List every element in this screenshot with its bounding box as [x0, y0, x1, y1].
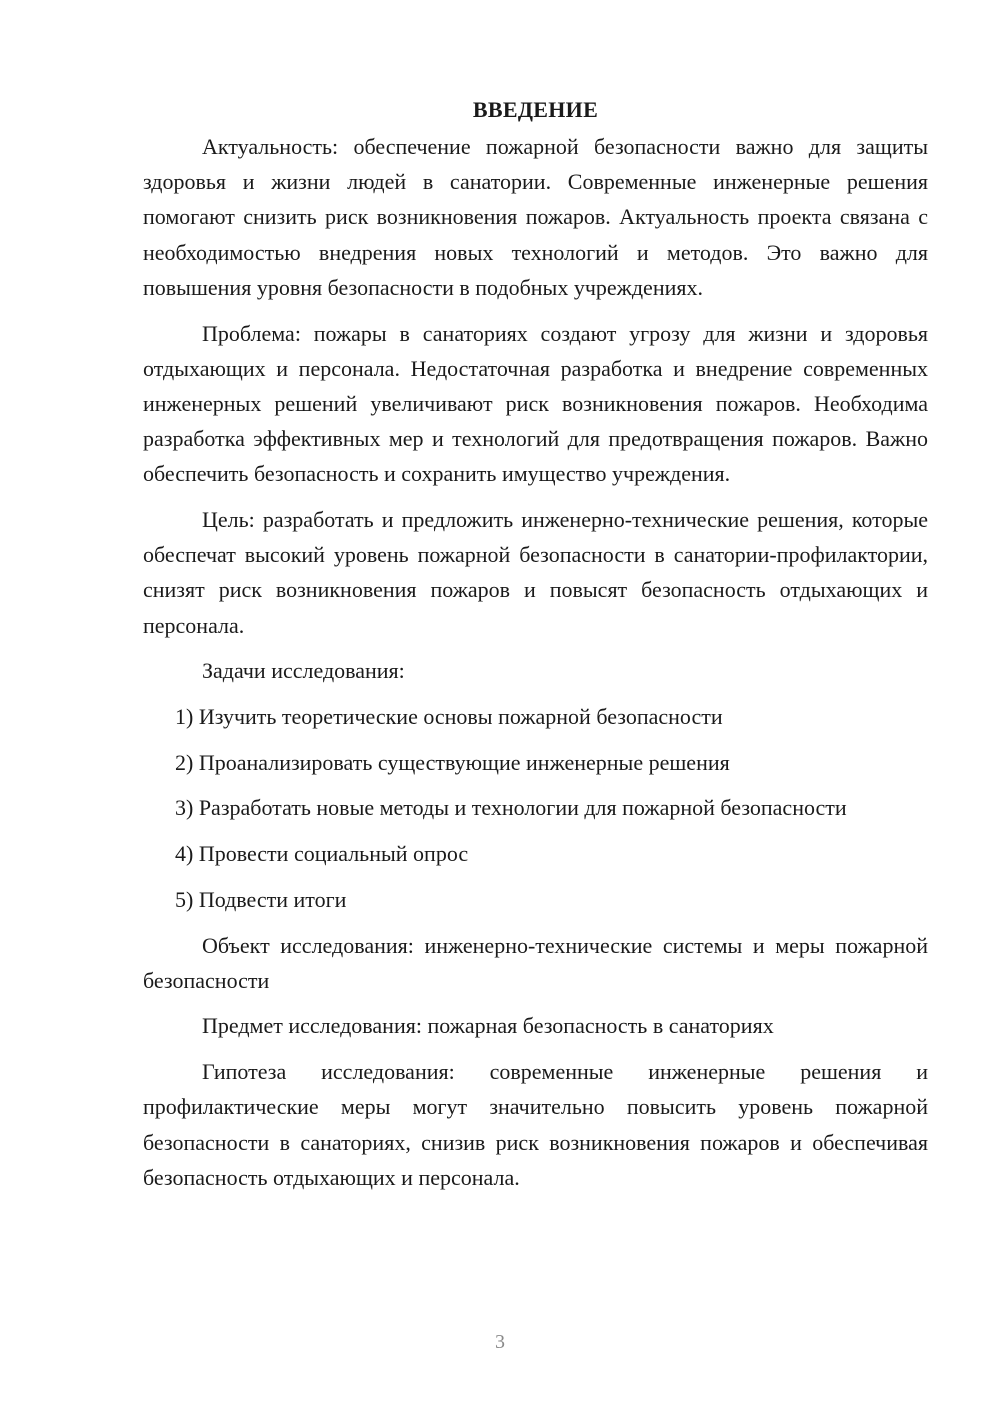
section-title: ВВЕДЕНИЕ	[472, 97, 599, 122]
task-item: 2) Проанализировать существующие инженерные решения	[175, 749, 730, 775]
paragraph-relevance: Актуальность: обеспечение пожарной безопасности важно для защиты здоровья и жизни людей в санатории. Современные инженерные решения помогают снизить риск возникновения пожаров. Актуальность проекта связана с необходимостью внедрения новых технологий и методов. Это важно для повышения уровня безопасности в подобных учреждениях.	[143, 134, 928, 300]
paragraph-object: Объект исследования: инженерно-технические системы и меры пожарной безопасности	[143, 932, 928, 993]
task-item: 4) Провести социальный опрос	[175, 841, 469, 867]
paragraph-tasks-heading: Задачи исследования:	[202, 658, 405, 684]
task-item: 5) Подвести итоги	[175, 886, 347, 912]
page-content	[143, 92, 928, 1205]
task-item: 1) Изучить теоретические основы пожарной безопасности	[175, 704, 723, 730]
paragraph-problem: Проблема: пожары в санаториях создают угрозу для жизни и здоровья отдыхающих и персонала. Недостаточная разработка и внедрение современных инженерных решений увеличивают риск возникновения пожаров. Необходима разработка эффективных мер и технологий для предотвращения пожаров. Важно обеспечить безопасность и сохранить имущество учреждения.	[143, 320, 928, 487]
paragraph-subject: Предмет исследования: пожарная безопасность в санаториях	[202, 1013, 774, 1039]
task-item: 3) Разработать новые методы и технологии для пожарной безопасности	[175, 795, 847, 821]
paragraph-goal: Цель: разработать и предложить инженерно-технические решения, которые обеспечат высокий уровень пожарной безопасности в санатории-профилактории, снизят риск возникновения пожаров и повысят безопасность отдыхающих и персонала.	[143, 507, 928, 638]
page-number: 3	[495, 1331, 505, 1353]
paragraph-hypothesis: Гипотеза исследования: современные инженерные решения и профилактические меры могут значительно повысить уровень пожарной безопасности в санаториях, снизив риск возникновения пожаров и обеспечивая безопасность отдыхающих и персонала.	[143, 1059, 928, 1190]
